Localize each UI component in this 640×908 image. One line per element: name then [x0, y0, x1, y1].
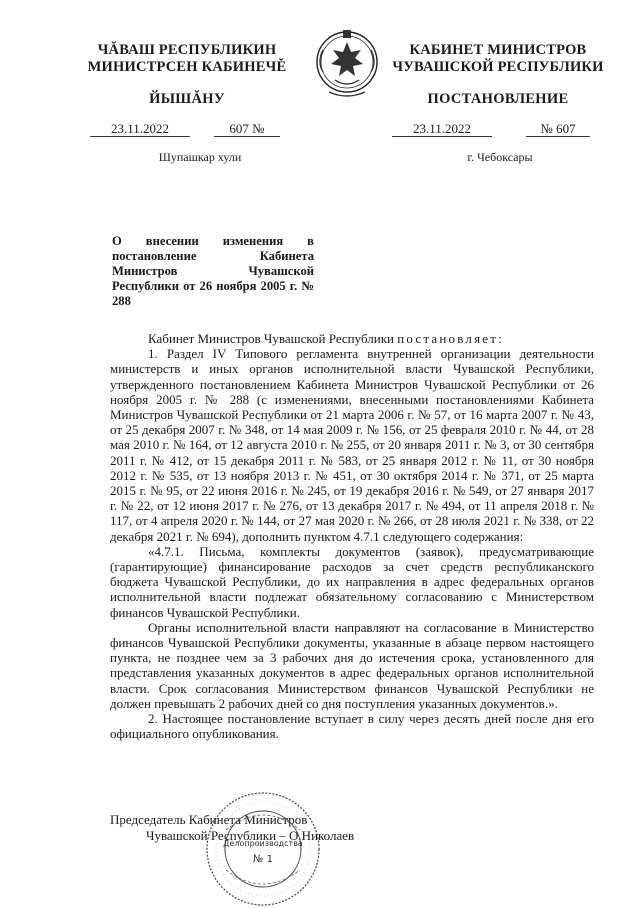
- right-date: 23.11.2022: [392, 121, 492, 137]
- stamp-label: Делопроизводства: [223, 839, 303, 848]
- document-body: [110, 331, 594, 741]
- left-date: 23.11.2022: [90, 121, 190, 137]
- left-place: Шупашкар хули: [158, 150, 242, 164]
- paragraph-1: 1. Раздел IV Типового регламента внутренней организации деятельности министерств и иных органов исполнительной власти Чувашской Республики, утвержденного постановлением Кабинета Министров Чувашской Республики от 26 ноября 2005 г. № 288 (с изменениями, внесенными постановлениями Кабинета Министров Чувашской Республики от 21 марта 2006 г. № 57, от 16 марта 2007 г. № 43, от 25 декабря 2007 г. № 348, от 14 мая 2009 г. № 156, от 25 февраля 2010 г. № 44, от 28 мая 2010 г. № 164, от 12 августа 2010 г. № 255, от 20 января 2011 г. № 3, от 30 сентября 2011 г. № 412, от 15 декабря 2011 г. № 583, от 25 января 2012 г. № 11, от 30 ноября 2012 г. № 535, от 13 ноября 2013 г. № 451, от 30 октября 2014 г. № 371, от 25 марта 2015 г. № 95, от 22 июня 2016 г. № 245, от 19 декабря 2016 г. № 549, от 27 января 2017 г. № 22, от 12 июня 2017 г. № 276, от 13 декабря 2017 г. № 494, от 11 апреля 2018 г. № 117, от 4 апреля 2020 г. № 144, от 27 мая 2020 г. № 266, от 28 июля 2021 г. № 338, от 22 декабря 2021 г. № 694), дополнить пунктом 4.7.1 следующего содержания:: [110, 346, 594, 544]
- intro-paragraph: [110, 331, 594, 346]
- official-stamp: [204, 790, 322, 908]
- header-right-doctype: ПОСТАНОВЛЕНИЕ: [427, 91, 569, 107]
- paragraph-2: «4.7.1. Письма, комплекты документов (заявок), предусматривающие (гарантирующие) финансирование расходов за счет средств республиканского бюджета Чувашской Республики, до их направления в адрес федеральных органов исполнительной власти подлежат обязательному согласованию с Министерством финансов Чувашской Республики.: [110, 543, 594, 620]
- header-right-line1: КАБИНЕТ МИНИСТРОВ: [409, 42, 587, 58]
- emblem-icon: [305, 22, 389, 106]
- intro-verb: постановляет:: [397, 331, 504, 346]
- stamp-number: № 1: [253, 854, 273, 865]
- document-title: О внесении изменения в постановление Кабинета Министров Чувашской Республики от 26 ноября 2005 г. № 288: [112, 234, 314, 308]
- header-right-line2: ЧУВАШСКОЙ РЕСПУБЛИКИ: [392, 59, 604, 75]
- header-left-line2: МИНИСТРСЕН КАБИНЕЧĚ: [87, 59, 287, 75]
- header-left-line1: ЧĂВАШ РЕСПУБЛИКИН: [97, 42, 277, 58]
- left-number: 607 №: [214, 121, 280, 137]
- signature-dash: –: [279, 828, 286, 843]
- header-left-doctype: ЙЫШĂНУ: [149, 91, 225, 107]
- signature-name: О.Николаев: [289, 828, 355, 843]
- signature-line2: Чувашской Республики: [146, 828, 277, 843]
- paragraph-4: 2. Настоящее постановление вступает в силу через десять дней после дня его официального опубликования.: [110, 711, 594, 742]
- right-number: № 607: [526, 121, 590, 137]
- paragraph-3: Органы исполнительной власти направляют на согласование в Министерство финансов Чувашской Республики документы, указанные в абзаце первом настоящего пункта, не позднее чем за 3 рабочих дня до истечения срока, установленного для представления указанных документов в адрес федеральных органов исполнительной власти. Срок согласования Министерством финансов Чувашской Республики не должен превышать 2 рабочих дней со дня поступления указанных документов.».: [110, 619, 594, 711]
- right-place: г. Чебоксары: [467, 150, 533, 164]
- signature-line1: Председатель Кабинета Министров: [110, 812, 308, 827]
- header-left-org: [62, 42, 312, 76]
- intro-prefix: Кабинет Министров Чувашской Республики: [148, 331, 394, 346]
- header-right-org: [388, 42, 608, 76]
